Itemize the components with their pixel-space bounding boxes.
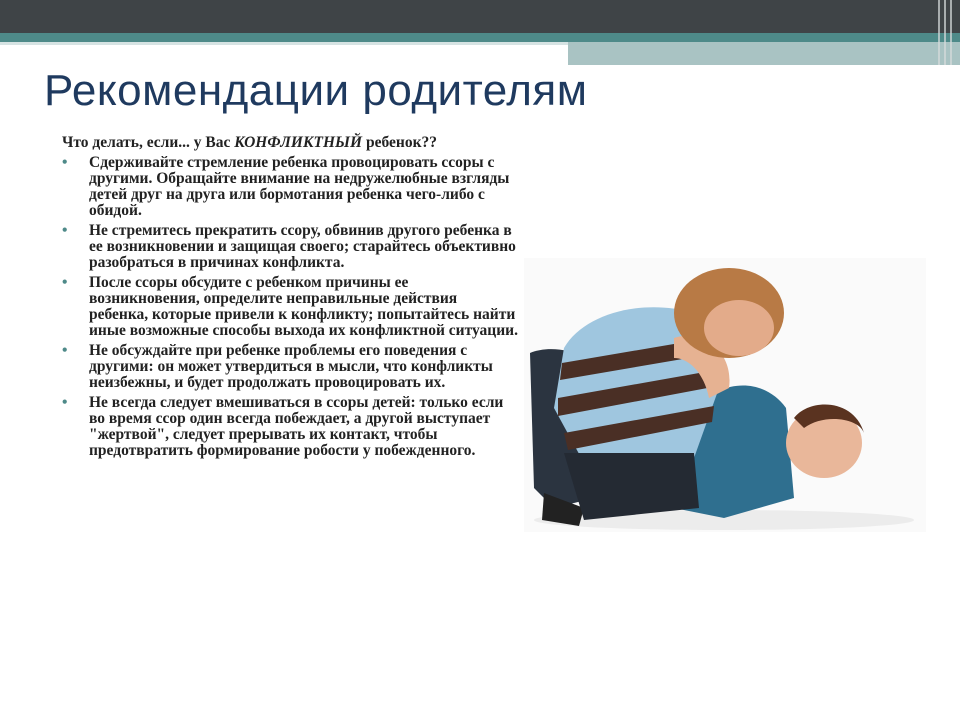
list-item-text: Не стремитесь прекратить ссору, обвинив другого ребенка в ее возникновении и защищая своего; старайтесь объективно разобраться в причинах конфликта. — [89, 222, 516, 271]
slide-body — [62, 135, 520, 463]
recommendation-list — [62, 155, 520, 459]
bullet-icon: • — [62, 274, 68, 291]
intro-question — [62, 135, 520, 151]
list-item-text: После ссоры обсудите с ребенком причины ее возникновения, определите неправильные действия ребенка, которые привели к конфликту; попытайтесь найти иные возможные способы выхода их конфликтной ситуации. — [89, 274, 518, 339]
header-thin-bar — [0, 42, 568, 45]
header-light-bar — [568, 42, 960, 65]
photo-children-fighting — [524, 258, 926, 532]
slide-title: Рекомендации родителям — [44, 66, 588, 115]
intro-prefix: Что делать, если... у Вас — [62, 134, 235, 151]
bullet-icon: • — [62, 222, 68, 239]
bullet-icon: • — [62, 394, 68, 411]
intro-suffix: ребенок?? — [362, 134, 438, 151]
list-item — [62, 395, 520, 459]
bullet-icon: • — [62, 342, 68, 359]
bullet-icon: • — [62, 154, 68, 171]
list-item-text: Не обсуждайте при ребенке проблемы его поведения с другими: он может утвердиться в мысли, что конфликты неизбежны, и будет продолжать провоцировать их. — [89, 342, 493, 391]
list-item-text: Не всегда следует вмешиваться в ссоры детей: только если во время ссор один всегда побеждает, а другой выступает "жертвой", следует прерывать их контакт, чтобы предотвратить формирование робости у побежденного. — [89, 394, 504, 459]
corner-decoration — [934, 0, 960, 65]
list-item — [62, 275, 520, 339]
list-item-text: Сдерживайте стремление ребенка провоцировать ссоры с другими. Обращайте внимание на недружелюбные взгляды детей друг на друга или бормотания ребенка чего-либо с обидой. — [89, 154, 510, 219]
intro-emphasis: КОНФЛИКТНЫЙ — [234, 134, 363, 151]
list-item — [62, 155, 520, 219]
header-dark-bar — [0, 0, 960, 33]
list-item — [62, 343, 520, 391]
children-fighting-illustration — [524, 258, 926, 532]
header-teal-bar — [0, 33, 960, 42]
list-item — [62, 223, 520, 271]
